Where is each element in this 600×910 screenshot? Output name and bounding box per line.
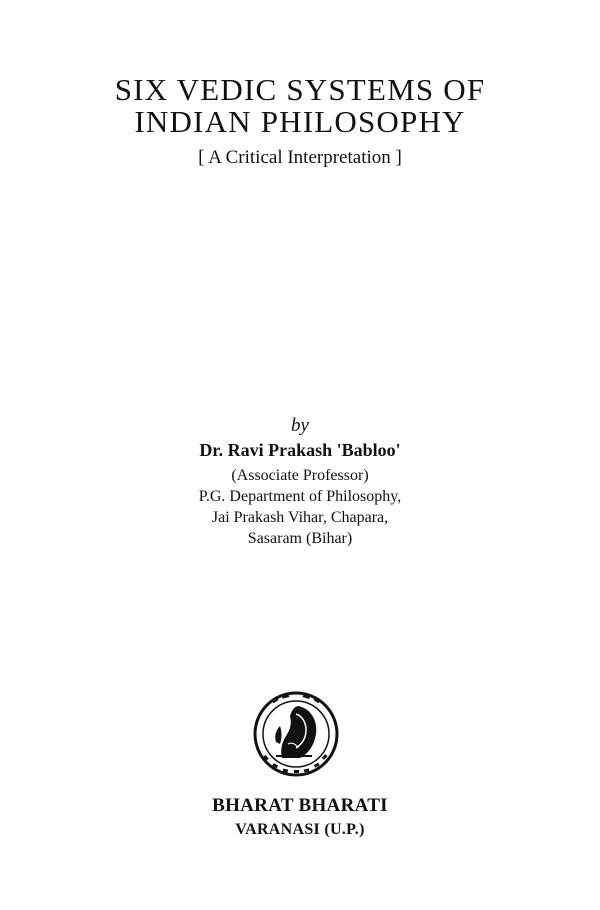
title-line-2: INDIAN PHILOSOPHY <box>134 104 466 139</box>
by-label: by <box>291 415 309 436</box>
author-address-2: Sasaram (Bihar) <box>247 530 353 547</box>
author-department: P.G. Department of Philosophy, <box>198 488 402 505</box>
author-position: (Associate Professor) <box>231 467 369 484</box>
publisher-name: BHARAT BHARATI <box>212 795 388 816</box>
title-line-1: SIX VEDIC SYSTEMS OF <box>114 72 486 107</box>
publisher-seal-icon <box>252 690 340 778</box>
author-address-1: Jai Prakash Vihar, Chapara, <box>211 509 389 526</box>
publisher-place: VARANASI (U.P.) <box>235 821 365 838</box>
subtitle: [ A Critical Interpretation ] <box>198 147 402 168</box>
author-name: Dr. Ravi Prakash 'Babloo' <box>199 440 401 460</box>
